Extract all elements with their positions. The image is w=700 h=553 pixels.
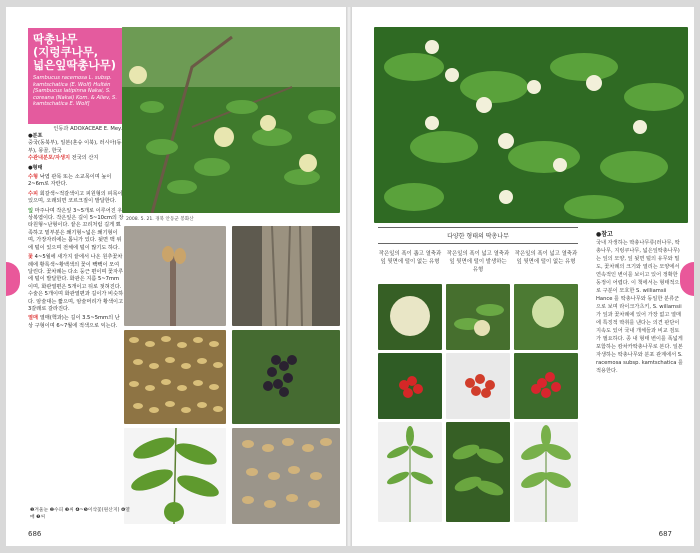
variation3-flower-photo	[514, 284, 578, 350]
form-text: 마주나며 작은잎 3~5개로 이루어진 우상복엽이다. 작은잎은 길이 5~10cm의 장타원형~난형이다. 끝은 꼬리처럼 길게 뾰족하고 밑부분은 쐐기형~넓은 쐐기형이며, 가장자리에는 톱니가 있다. 뒷면 맥 위에 털이 있으며 전체에 털이 많기도 하다.	[28, 207, 124, 251]
variation-label-1: 작은잎의 폭이 좁고 열축과 잎 뒷면에 털이 없는 유형	[378, 251, 442, 265]
species-name: 딱총나무 (지렁쿠나무, 넓은잎딱총나무)	[33, 32, 117, 72]
variation-label-2: 작은잎의 폭이 넓고 열축과 잎 뒷면에 털이 발생하는 유형	[446, 251, 510, 273]
distribution-text: 중국(동북부), 일본(혼슈 이북), 러시아(동부), 몽골, 한국	[28, 140, 122, 154]
photo-legend: ❶겨울눈 ❷수피 ❸씨 ❹~❺이삭꽃(원산지) ❻열매 ❼씨	[30, 508, 130, 520]
form-label: 꽃	[28, 254, 34, 261]
page-number: 687	[658, 530, 672, 538]
main-plant-photo	[122, 27, 340, 213]
section-tab-left	[6, 262, 20, 296]
seeds-photo	[124, 330, 226, 424]
variation-label-3: 작은잎의 폭이 넓고 열축과 잎 뒷면에 털이 없는 유형	[514, 251, 578, 265]
variation1-flower-photo	[378, 284, 442, 350]
bark-photo	[232, 226, 340, 326]
variation2-leaf-photo	[446, 422, 510, 522]
variation1-leaf-photo	[378, 422, 442, 522]
form-label: 수형	[28, 174, 39, 181]
form-label: 열매	[28, 315, 39, 322]
winter-bud-photo	[124, 226, 226, 326]
variation2-flower-photo	[446, 284, 510, 350]
form-label: 수피	[28, 190, 39, 197]
family-label: 인동과 ADOXACEAE E. Mey.	[53, 126, 122, 132]
leaf-photo	[124, 428, 226, 524]
species-title-box	[28, 28, 122, 124]
flowering-shrub-photo	[374, 27, 688, 223]
left-page	[6, 7, 346, 546]
fruit-photo	[232, 330, 340, 424]
form-text: 열매(핵과)는 길이 3.5~5mm의 난상 구형이며 6~7월에 적색으로 익는다.	[28, 315, 120, 329]
right-page	[352, 7, 694, 546]
native-label: 수관내분포/자생지	[28, 155, 70, 162]
description-column	[28, 133, 124, 332]
native-text: 전국의 산지	[71, 155, 99, 162]
pit-photo	[232, 428, 340, 524]
form-text: 4~5월에 새가지 끝에서 나온 원추꽃차례에 황록색~황백색의 꽃이 빽빽이 모여 달린다. 꽃차례는 다소 둥근 편이며 꽃자루에 털이 발달한다. 화관은 지름 5~7mm이며, 화관열편은 5개이고 뒤로 젖혀진다. 수술은 5개이며 화관열편과 길이가 비슷하다. 암술대는 짧으며, 암술머리가 황색이고 3갈래로 갈라진다.	[28, 254, 124, 312]
note-text: 국내 자생하는 딱총나무류(러나무, 딱총나무, 지렁쿠나무, 넓은잎딱총나무)는 잎의 모양, 잎 뒷면 털의 유무와 밀도, 꽃차례의 크기와 열리는 모양에서 연속적인 변이를 보이고 있어 정확한 동정이 어렵다. 이 책에서는 형태적으로 구분이 모호한 S. williamsii Hance 를 딱총나무와 동일한 분류군으로 보며 라이크가츠키, S. willamsii가 잎과 꽃차례에 있어 가장 없고 열매에 특징적 딱취를 낸다는 의견 판단이 지속도 있어 국내 개체들과 비교 검토가 필요하다. 종 내 형태 변이를 폭넓게 포함하는 캄차카딱총나무로 본다. 일본 자생하는 딱총나무와 분포 관계에서 S. racemosa subsp. kamtschatica 를 적용한다.	[596, 240, 684, 374]
distribution-heading: ●분포	[28, 133, 43, 139]
form-text: 회갈색~적갈색이고 피원형의 피목이 있으며, 오래되면 코르크질이 발달한다.	[28, 190, 123, 205]
form-label: 잎	[28, 207, 34, 214]
variation-section-title: 다양한 형태의 딱총나무	[378, 227, 578, 244]
variation2-fruit-photo	[446, 353, 510, 419]
photo-caption: 2008. 5. 21. 경북 안동군 봉화산	[126, 217, 194, 222]
variation1-fruit-photo	[378, 353, 442, 419]
scientific-name: Sambucus racemosa L. subsp. kamtschatica (E. Wolf) Hultén [Sambucus latipinna Nakai, S. coreana (Nakai) Kom. & Aliev, S. kamtschatica E. Wolf]	[33, 75, 117, 108]
form-text: 낙엽 관목 또는 소교목이며 높이 2~6m로 자란다.	[28, 174, 112, 188]
variation3-leaf-photo	[514, 422, 578, 522]
note-heading: ●참고	[596, 231, 613, 238]
page-number: 686	[28, 530, 42, 538]
variation3-fruit-photo	[514, 353, 578, 419]
form-heading: ●형태	[28, 164, 43, 171]
